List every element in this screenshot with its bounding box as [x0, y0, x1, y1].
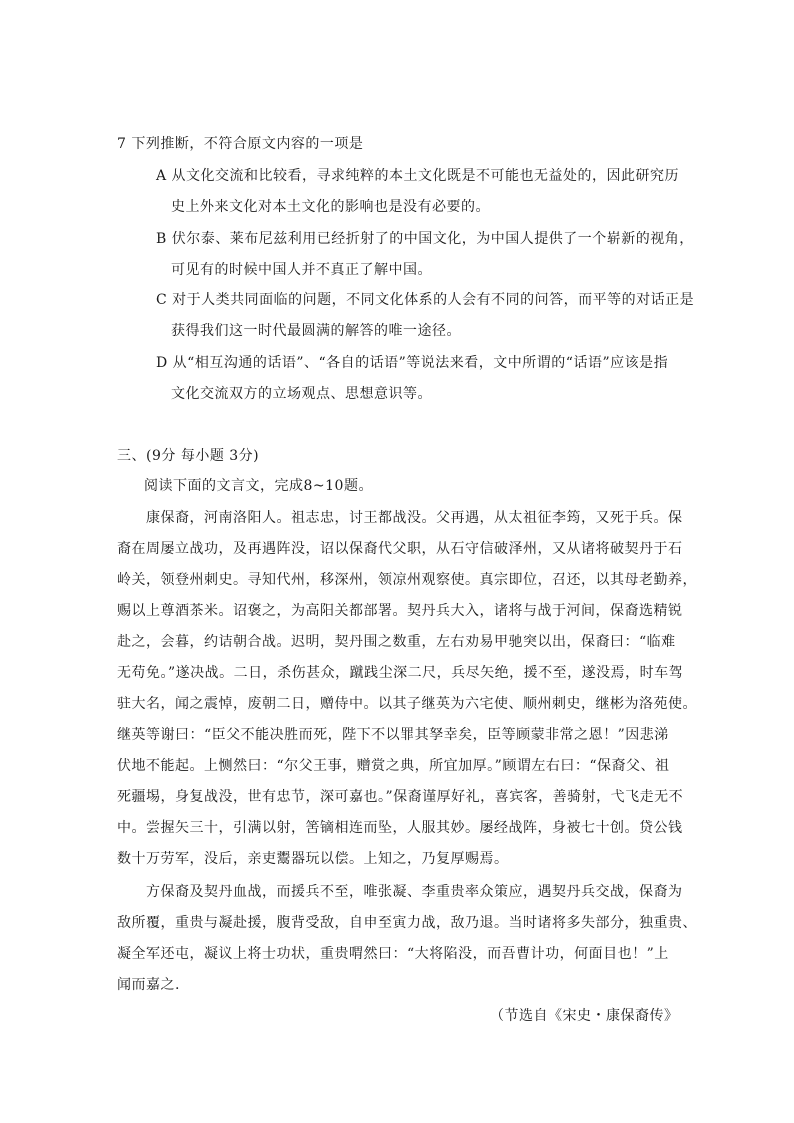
- passage-line: 凝全军还屯，凝议上将士功状，重贵喟然曰：“大将陷没，而吾曹计功，何面目也！”上: [117, 946, 669, 962]
- passage-line: 岭关，领登州刺史。寻知代州，移深州，领凉州观察使。真宗即位，召还，以其母老勤养，: [117, 572, 697, 588]
- option-b-line-1: B 伏尔泰、莱布尼兹利用已经折射了的中国文化，为中国人提供了一个崭新的视角，: [156, 231, 694, 247]
- option-a-line-2: 史上外来文化对本土文化的影响也是没有必要的。: [171, 199, 490, 215]
- passage-line: 方保裔及契丹血战，而援兵不至，唯张凝、李重贵率众策应，遇契丹兵交战，保裔为: [146, 884, 683, 900]
- option-a-line-1: A 从文化交流和比较看，寻求纯粹的本土文化既是不可能也无益处的，因此研究历: [156, 168, 680, 184]
- question-7-title: 7 下列推断，不符合原文内容的一项是: [117, 136, 364, 152]
- option-b-line-2: 可见有的时候中国人并不真正了解中国。: [171, 262, 432, 278]
- passage-line: 敌所覆，重贵与凝赴援，腹背受敌，自申至寅力战，敌乃退。当时诸将多失部分，独重贵、: [117, 915, 697, 931]
- passage-line: 赴之，会暮，约诘朝合战。迟明，契丹围之数重，左右劝易甲驰突以出，保裔曰：“临难: [117, 634, 676, 650]
- passage-line: 康保裔，河南洛阳人。祖志忠，讨王都战没。父再遇，从太祖征李筠，又死于兵。保: [146, 510, 683, 526]
- option-d-line-2: 文化交流双方的立场观点、思想意识等。: [171, 386, 432, 402]
- passage-line: 死疆埸，身复战没，世有忠节，深可嘉也。”保裔谨厚好礼，喜宾客，善骑射，弋飞走无不: [117, 789, 684, 805]
- passage-line: 裔在周屡立战功，及再遇阵没，诏以保裔代父职，从石守信破泽州，又从诸将破契丹于石: [117, 541, 683, 557]
- option-d-line-1: D 从“相互沟通的话语”、“各自的话语”等说法来看，文中所谓的“话语”应该是指: [156, 355, 669, 371]
- passage-line: 赐以上尊酒茶米。诏褒之，为高阳关都部署。契丹兵大入，诸将与战于河间，保裔选精锐: [117, 603, 683, 619]
- option-c-line-2: 获得我们这一时代最圆满的解答的唯一途径。: [171, 323, 461, 339]
- passage-line: 闻而嘉之.: [117, 977, 180, 993]
- passage-line: 驻大名，闻之震悼，废朝二日，赠侍中。以其子继英为六宅使、顺州刺史，继彬为洛苑使。: [117, 696, 697, 712]
- passage-line: 无苟免。”遂决战。二日，杀伤甚众，蹴践尘深二尺，兵尽矢绝，援不至，遂没焉，时车驾: [117, 665, 684, 681]
- section-3-intro: 阅读下面的文言文，完成8~10题。: [144, 478, 373, 494]
- passage-line: 继英等谢曰：“臣父不能决胜而死，陛下不以罪其孥幸矣，臣等顾蒙非常之恩！”因悲涕: [117, 727, 669, 743]
- passage-line: 伏地不能起。上恻然曰：“尔父王事，赠赏之典，所宜加厚。”顾谓左右曰：“保裔父、祖: [117, 758, 670, 774]
- passage-source: （节选自《宋史・康保裔传》: [490, 1008, 679, 1024]
- section-3-heading: 三、(9分 每小题 3分): [117, 448, 260, 464]
- passage-line: 数十万劳军，没后，亲吏鬻器玩以偿。上知之，乃复厚赐焉。: [117, 851, 509, 867]
- passage-line: 中。尝握矢三十，引满以射，筈镝相连而坠，人服其妙。屡经战阵，身被七十创。贷公钱: [117, 820, 683, 836]
- option-c-line-1: C 对于人类共同面临的问题，不同文化体系的人会有不同的问答，而平等的对话正是: [156, 292, 695, 308]
